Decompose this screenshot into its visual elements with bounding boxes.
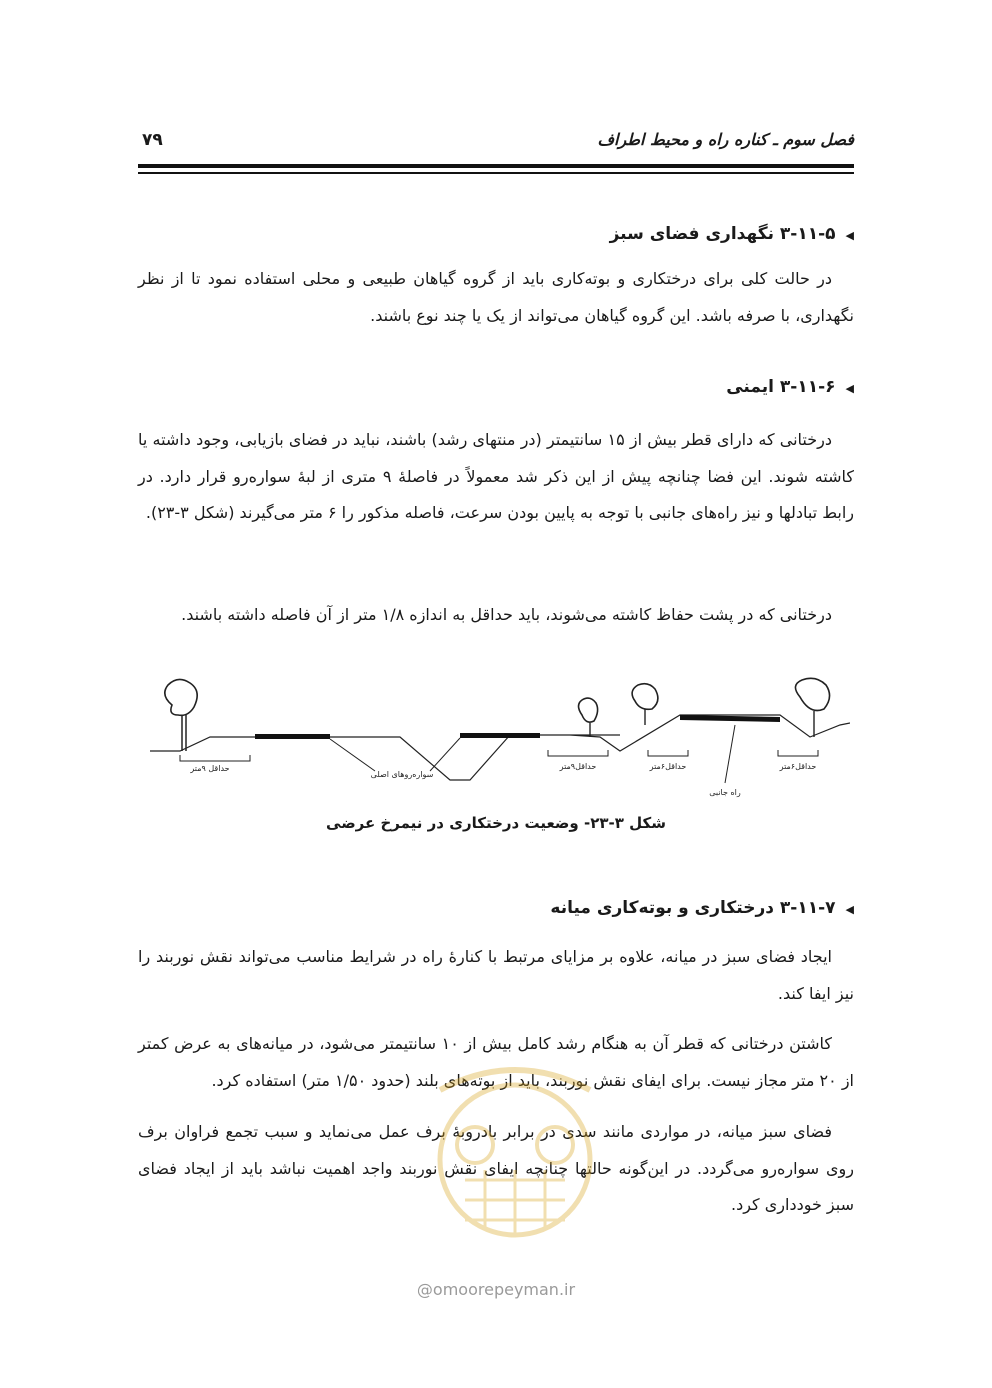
- pavement-left: [255, 734, 330, 739]
- tree-icon: [795, 678, 829, 737]
- label-min9-mid: حداقل۹متر: [559, 762, 597, 771]
- chapter-title: فصل سوم ـ کناره راه و محیط اطراف: [597, 130, 854, 149]
- label-main-lanes: سواره‌روهای اصلی: [370, 770, 434, 779]
- tree-icon: [165, 679, 197, 751]
- watermark-emblem-icon: [420, 1050, 610, 1260]
- bullet-triangle-icon: ◀: [845, 903, 854, 916]
- ground-profile: [150, 715, 850, 780]
- figure-caption: شکل ۳-۲۳- وضعیت درختکاری در نیمرخ عرضی: [326, 814, 666, 832]
- cross-section-figure: [150, 675, 850, 805]
- paragraph-maintenance: در حالت کلی برای درختکاری و بوته‌کاری باید از گروه گیاهان طبیعی و محلی استفاده نمود تا از نظر نگهداری، با صرفه باشد. این گروه گیاهان می‌تواند از یک یا چند نوع باشند.: [138, 269, 854, 325]
- section-heading-safety: ◀۳-۱۱-۶ ایمنی: [726, 377, 854, 397]
- bullet-triangle-icon: ◀: [845, 229, 854, 242]
- pavement-right: [460, 733, 540, 738]
- section-heading-maintenance: ◀۳-۱۱-۵ نگهداری فضای سبز: [609, 224, 854, 244]
- paragraph-safety-2: درختانی که در پشت حفاظ کاشته می‌شوند، باید حداقل به اندازه ۱/۸ متر از آن فاصله داشته باشند.: [181, 605, 832, 624]
- header-rule-thin: [138, 172, 854, 174]
- website-footer: @omoorepeyman.ir: [416, 1280, 576, 1299]
- label-min6-b: حداقل۶متر: [779, 762, 817, 771]
- page-number: ۷۹: [142, 130, 163, 150]
- tree-icon: [632, 684, 658, 725]
- label-min6-a: حداقل۶متر: [649, 762, 687, 771]
- bullet-triangle-icon: ◀: [845, 382, 854, 395]
- section-heading-median-planting: ◀۳-۱۱-۷ درختکاری و بوته‌کاری میانه: [550, 898, 854, 918]
- paragraph-median-1: ایجاد فضای سبز در میانه، علاوه بر مزایای مرتبط با کنارهٔ راه در شرایط مناسب می‌تواند نقش نوربند را نیز ایفا کند.: [138, 947, 854, 1003]
- paragraph-safety-1: درختانی که دارای قطر بیش از ۱۵ سانتیمتر (در منتهای رشد) باشند، نباید در فضای بازیابی، وجود داشته یا کاشته شوند. این فضا چنانچه پیش از این ذکر شد معمولاً در فاصلهٔ ۹ متری از لبهٔ سواره‌رو قرار دارد. در رابط تبادلها و نیز راه‌های جانبی با توجه به پایین بودن سرعت، فاصله مذکور را ۶ متر می‌گیرند (شکل ۳-۲۳).: [138, 430, 854, 522]
- label-side-road: راه جانبی: [709, 788, 741, 797]
- header-rule-thick: [138, 164, 854, 168]
- pavement-side-road: [680, 715, 780, 722]
- paragraph-median-2: کاشتن درختانی که قطر آن به هنگام رشد کامل بیش از ۱۰ سانتیمتر می‌شود، در میانه‌های به عرض کمتر از ۲۰ متر مجاز نیست. برای ایفای نقش نوربند، باید از بوته‌های بلند (حدود ۱/۵۰ متر) استفاده کرد.: [138, 1034, 854, 1090]
- paragraph-median-3: فضای سبز میانه، در مواردی مانند سدی در برابر بادروبهٔ برف عمل می‌نماید و سبب تجمع فراوان برف روی سواره‌رو می‌گردد. در این‌گونه حالتها چنانچه ایفای نقش نوربند واجد اهمیت نباشد باید از ایجاد فضای سبز خودداری کرد.: [138, 1122, 854, 1214]
- label-min9-left: حداقل ۹متر: [190, 764, 230, 773]
- tree-icon: [579, 698, 598, 737]
